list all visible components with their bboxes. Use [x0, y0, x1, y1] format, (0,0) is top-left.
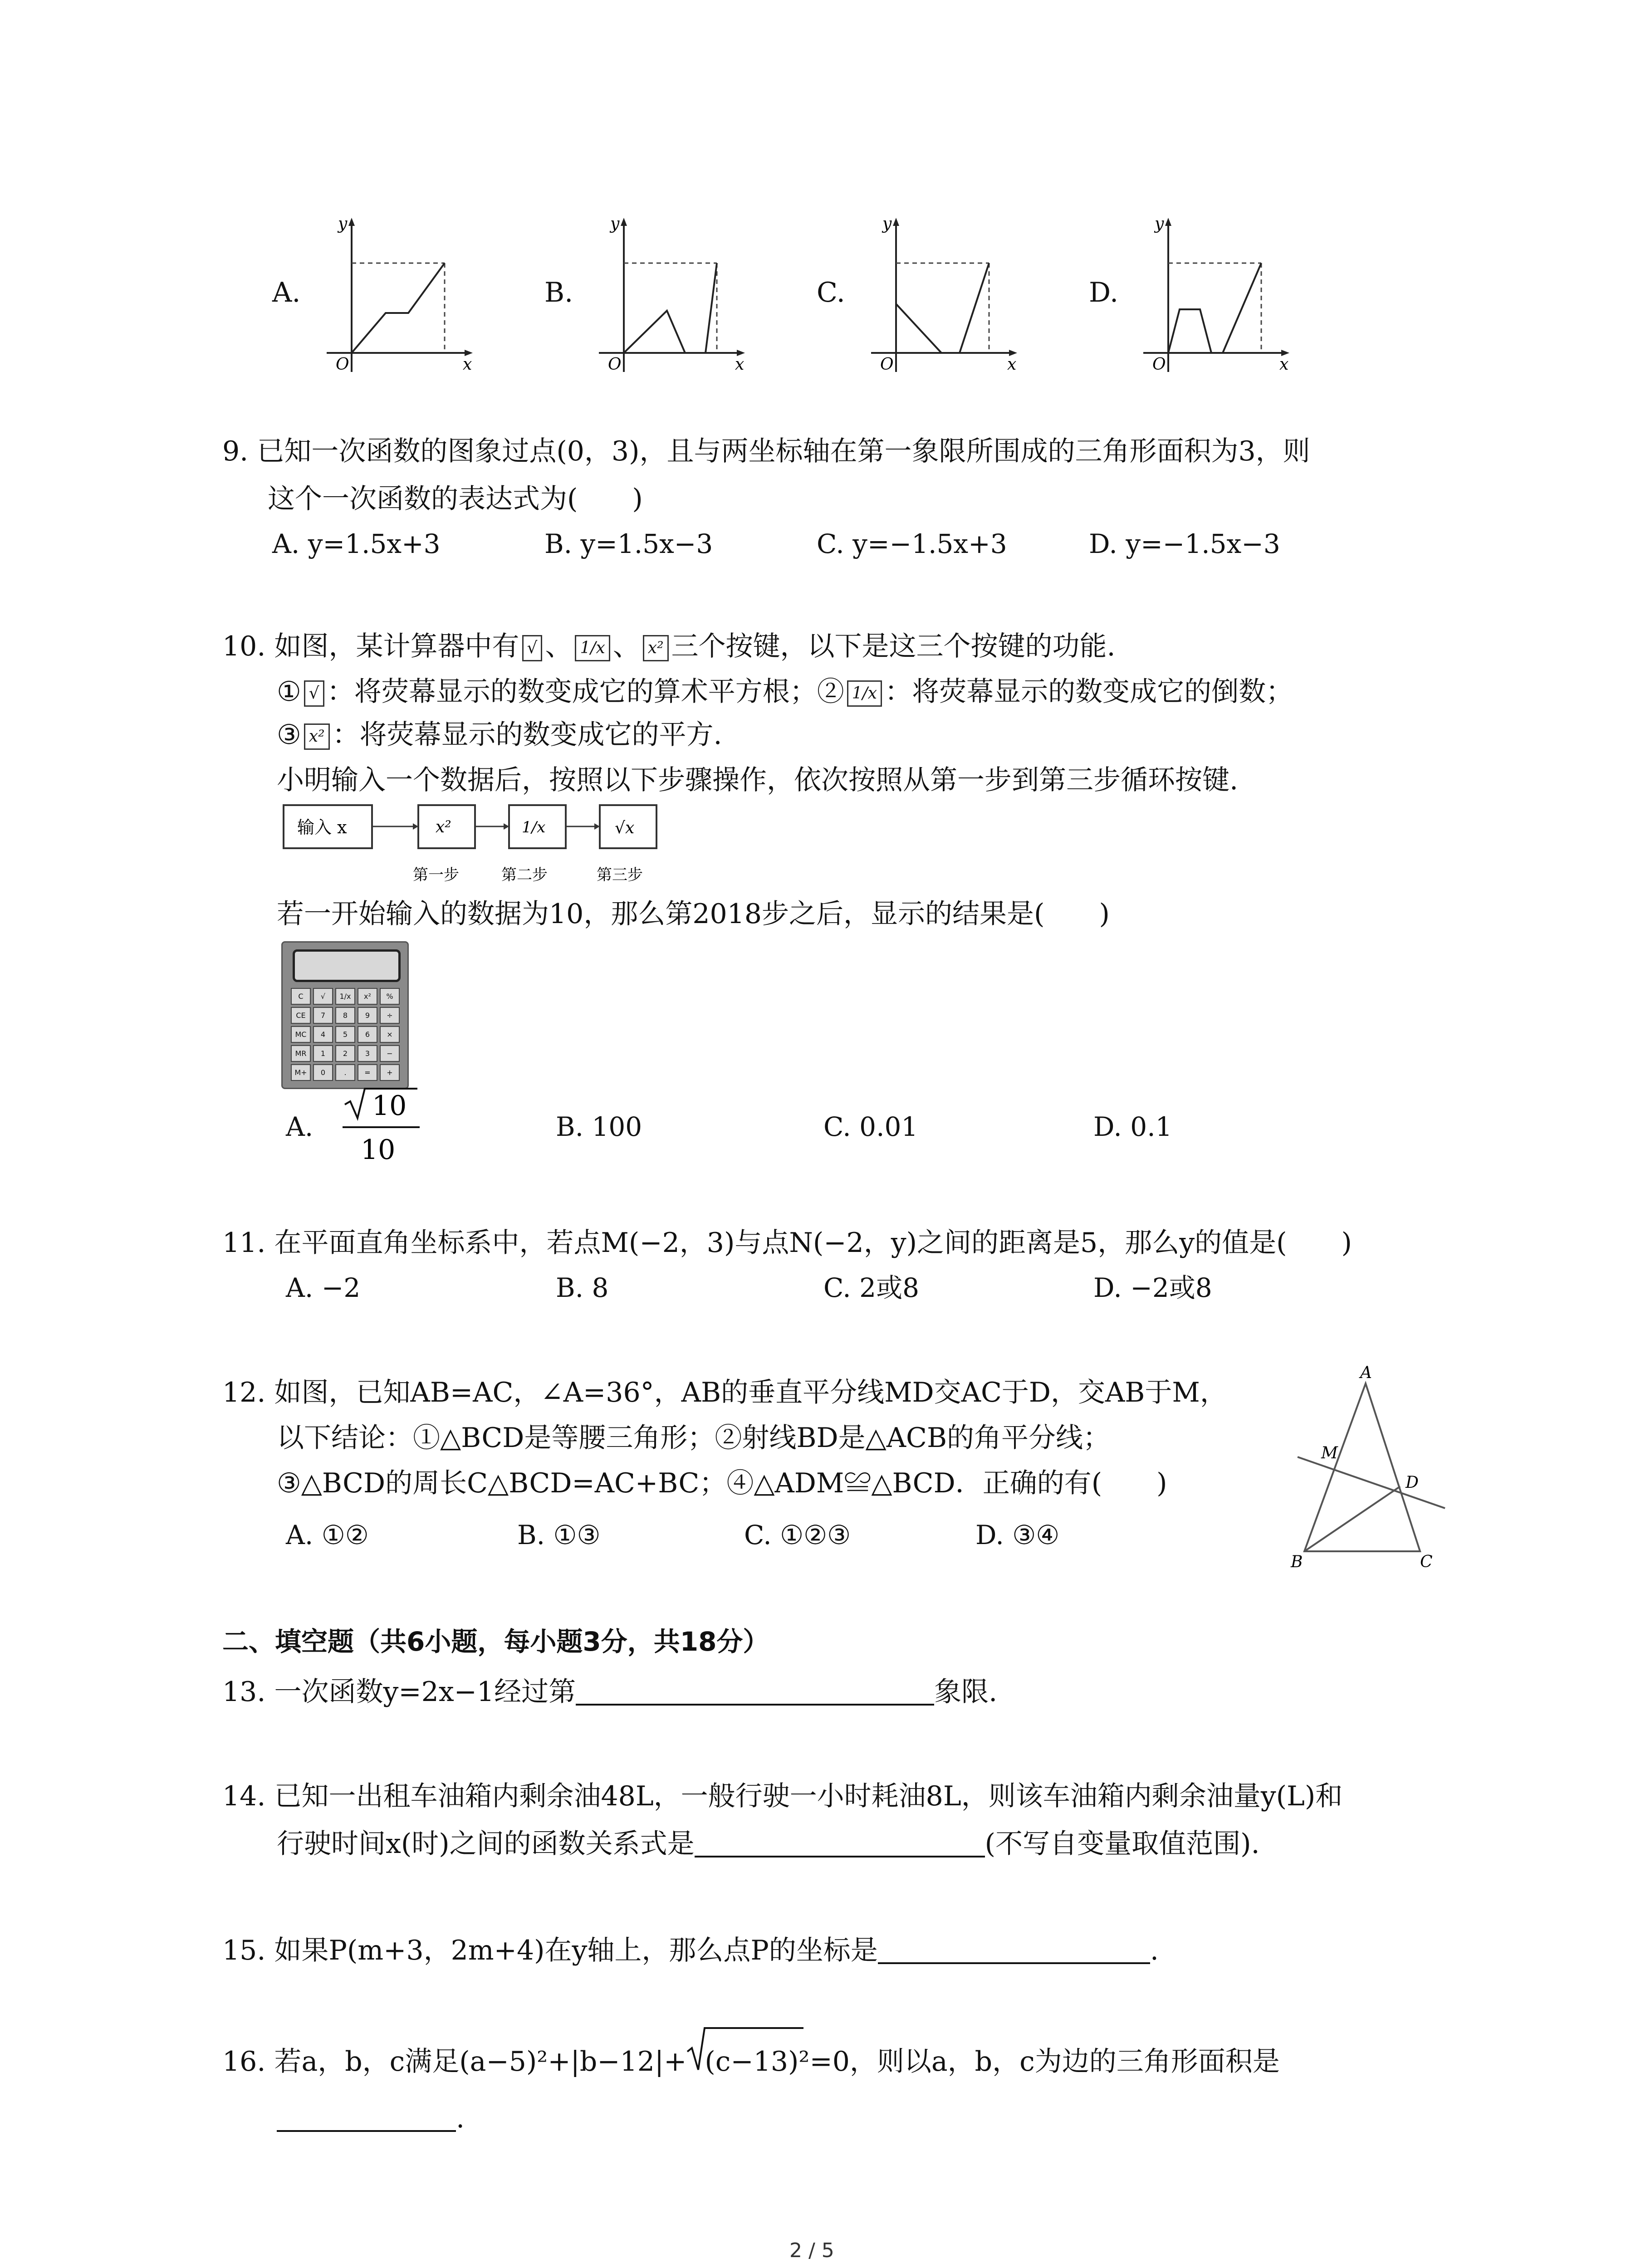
fraction-denominator: 10 [361, 1134, 396, 1166]
reciprocal-key-icon: 1/x [847, 680, 882, 707]
q14-line2-post: (不写自变量取值范围). [985, 1828, 1260, 1860]
q16-line2 [277, 2102, 465, 2134]
graph-line [624, 263, 717, 353]
q15-answer-blank[interactable] [878, 1938, 1150, 1964]
q10-stem-line3 [277, 721, 722, 750]
page-number: 2 / 5 [789, 2239, 834, 2262]
q10-line2-b: ：将荧幕显示的数变成它的算术平方根；② [327, 676, 844, 708]
fraction-sqrt10-over-10 [336, 1084, 426, 1175]
q12-stem-line1: 12. 如图，已知AB=AC，∠A=36°，AB的垂直平分线MD交AC于D，交AB于M， [222, 1377, 1227, 1408]
flow-input-label: 输入 x [297, 817, 347, 837]
y-axis-label: y [338, 215, 348, 233]
label-b: B [1291, 1553, 1303, 1571]
q9-stem-line2: 这个一次函数的表达式为( ) [268, 483, 643, 515]
radical-sign-icon [686, 2020, 804, 2079]
x-axis-label: x [463, 355, 472, 374]
calculator-image [281, 941, 409, 1089]
flow-step1: 第一步 [413, 866, 459, 884]
q16-line1 [222, 2048, 1280, 2075]
sqrt-key-icon: √ [522, 635, 543, 661]
calculator-key: − [380, 1045, 400, 1062]
x-axis-label: x [1007, 355, 1017, 374]
calculator-screen [293, 949, 401, 982]
q10-option-b: B. 100 [556, 1111, 642, 1142]
q8-option-b-label: B. [544, 277, 573, 308]
q16-pre: 16. 若a，b，c满足(a−5)²+|b−12|+ [222, 2046, 687, 2077]
calculator-key: + [380, 1064, 400, 1081]
calculator-key: CE [291, 1007, 311, 1024]
q10-flow-diagram [277, 801, 730, 891]
calculator-key: ÷ [380, 1007, 400, 1024]
label-d: D [1406, 1473, 1419, 1492]
reciprocal-key-icon: 1/x [575, 635, 610, 661]
q14-answer-blank[interactable] [695, 1831, 985, 1857]
perpendicular-bisector-md [1298, 1457, 1445, 1508]
calculator-key: 0 [313, 1064, 333, 1081]
q16-post: =0，则以a，b，c为边的三角形面积是 [809, 2046, 1280, 2077]
flow-box-sqrt-label: √x [615, 819, 635, 837]
calculator-key: MC [291, 1026, 311, 1043]
origin-label: O [1152, 355, 1166, 374]
q16-answer-blank[interactable] [277, 2106, 456, 2132]
sep: 、 [545, 631, 573, 662]
q9-option-c: C. y=−1.5x+3 [817, 528, 1007, 559]
q14-line2-pre: 行驶时间x(时)之间的函数关系式是 [277, 1828, 695, 1860]
graph-line [1168, 263, 1261, 353]
q14-line2 [277, 1828, 1260, 1860]
circled-1: ① [277, 676, 301, 708]
q11-option-a: A. −2 [286, 1272, 361, 1303]
x-axis-label: x [735, 355, 745, 374]
q12-stem-line3: ③△BCD的周长C△BCD=AC+BC；④△ADM≌△BCD．正确的有( ) [277, 1467, 1167, 1499]
q14-line1: 14. 已知一出租车油箱内剩余油48L，一般行驶一小时耗油8L，则该车油箱内剩余油量y(L)和 [222, 1780, 1343, 1812]
q13-pre: 13. 一次函数y=2x−1经过第 [222, 1676, 576, 1708]
q8-option-c-label: C. [817, 277, 845, 308]
q10-stem-line4: 小明输入一个数据后，按照以下步骤操作，依次按照从第一步到第三步循环按键. [277, 764, 1239, 796]
q10-stem-line1 [222, 633, 1116, 661]
q12-option-d: D. ③④ [975, 1520, 1060, 1550]
q15 [222, 1937, 1159, 1964]
label-m: M [1321, 1444, 1338, 1462]
q11-stem: 11. 在平面直角坐标系中，若点M(−2，3)与点N(−2，y)之间的距离是5，那么y的值是( ) [222, 1227, 1352, 1259]
q15-post: . [1150, 1935, 1159, 1966]
y-axis-label: y [1155, 215, 1164, 233]
square-key-icon: x² [643, 635, 669, 661]
q13 [222, 1678, 997, 1706]
calculator-key: 1/x [335, 988, 355, 1005]
q11-option-b: B. 8 [556, 1272, 609, 1303]
calculator-key: 8 [335, 1007, 355, 1024]
q8-graph-a [318, 209, 490, 381]
q10-line2-c: ：将荧幕显示的数变成它的倒数； [885, 676, 1293, 708]
q10-option-a-fraction [336, 1084, 426, 1175]
calculator-key: 3 [358, 1045, 377, 1062]
calculator-key: M+ [291, 1064, 311, 1081]
q11-option-d: D. −2或8 [1093, 1272, 1212, 1303]
fraction-numerator: 10 [372, 1090, 407, 1122]
calculator-key: x² [358, 988, 377, 1005]
flow-box-reciprocal-label: 1/x [522, 818, 546, 836]
flow-step3: 第三步 [597, 866, 643, 884]
calculator-key: C [291, 988, 311, 1005]
x-axis-label: x [1279, 355, 1289, 374]
q8-option-d-label: D. [1089, 277, 1119, 308]
graph-line [896, 263, 989, 353]
calculator-key: . [335, 1064, 355, 1081]
calculator-keypad [291, 988, 400, 1081]
section-2-heading: 二、填空题（共6小题，每小题3分，共18分） [222, 1626, 769, 1657]
calculator-key: = [358, 1064, 377, 1081]
flow-box-square-label: x² [436, 818, 451, 836]
label-c: C [1420, 1553, 1433, 1571]
q11-option-c: C. 2或8 [823, 1272, 919, 1303]
q8-option-a-label: A. [272, 277, 301, 308]
y-axis-label: y [882, 215, 892, 233]
calculator-key: 4 [313, 1026, 333, 1043]
triangle-abc [1304, 1383, 1420, 1551]
y-axis-label: y [610, 215, 620, 233]
calculator-key: 7 [313, 1007, 333, 1024]
q10-option-d: D. 0.1 [1093, 1111, 1172, 1142]
segment-bd [1304, 1486, 1400, 1551]
q12-stem-line2: 以下结论：①△BCD是等腰三角形；②射线BD是△ACB的角平分线； [277, 1422, 1111, 1454]
square-key-icon: x² [304, 723, 330, 750]
graph-line [352, 263, 445, 353]
q8-graph-c [862, 209, 1034, 381]
q10-stem-line2 [277, 678, 1293, 707]
calculator-key: 2 [335, 1045, 355, 1062]
q12-option-c: C. ①②③ [744, 1520, 851, 1550]
q8-graph-b [590, 209, 762, 381]
q8-graph-d [1134, 209, 1307, 381]
circled-3: ③ [277, 719, 301, 751]
q9-option-d: D. y=−1.5x−3 [1089, 528, 1280, 559]
sep: 、 [612, 631, 640, 662]
calculator-key: 9 [358, 1007, 377, 1024]
calculator-key: √ [313, 988, 333, 1005]
q9-option-a: A. y=1.5x+3 [272, 528, 441, 559]
origin-label: O [608, 355, 622, 374]
q9-option-b: B. y=1.5x−3 [544, 528, 713, 559]
q16-end: . [456, 2102, 465, 2134]
flow-step2: 第二步 [501, 866, 548, 884]
q9-stem-line1: 9. 已知一次函数的图象过点(0，3)，且与两坐标轴在第一象限所围成的三角形面积为3，则 [222, 435, 1310, 467]
q12-option-a: A. ①② [286, 1520, 369, 1550]
calculator-key: % [380, 988, 400, 1005]
q16-radicand: (c−13)² [705, 2046, 810, 2077]
calculator-key: MR [291, 1045, 311, 1062]
q10-stem-line5: 若一开始输入的数据为10，那么第2018步之后，显示的结果是( ) [277, 898, 1110, 930]
q13-answer-blank[interactable] [576, 1679, 934, 1706]
q10-option-c: C. 0.01 [823, 1111, 918, 1142]
q13-post: 象限. [934, 1676, 998, 1708]
q10-line1-post: 三个按键，以下是这三个按键的功能. [671, 631, 1116, 662]
sqrt-key-icon: √ [304, 680, 324, 707]
origin-label: O [880, 355, 894, 374]
q12-option-b: B. ①③ [517, 1520, 601, 1550]
q12-triangle-figure [1284, 1356, 1465, 1579]
calculator-key: 1 [313, 1045, 333, 1062]
calculator-key: × [380, 1026, 400, 1043]
calculator-key: 5 [335, 1026, 355, 1043]
calculator-key: 6 [358, 1026, 377, 1043]
q15-pre: 15. 如果P(m+3，2m+4)在y轴上，那么点P的坐标是 [222, 1935, 878, 1966]
q16-radical [686, 2048, 809, 2075]
q10-option-a-label: A. [286, 1111, 314, 1142]
q10-line3-b: ：将荧幕显示的数变成它的平方. [332, 719, 722, 751]
origin-label: O [336, 355, 349, 374]
q10-line1-pre: 10. 如图，某计算器中有 [222, 631, 519, 662]
label-a: A [1360, 1364, 1372, 1382]
